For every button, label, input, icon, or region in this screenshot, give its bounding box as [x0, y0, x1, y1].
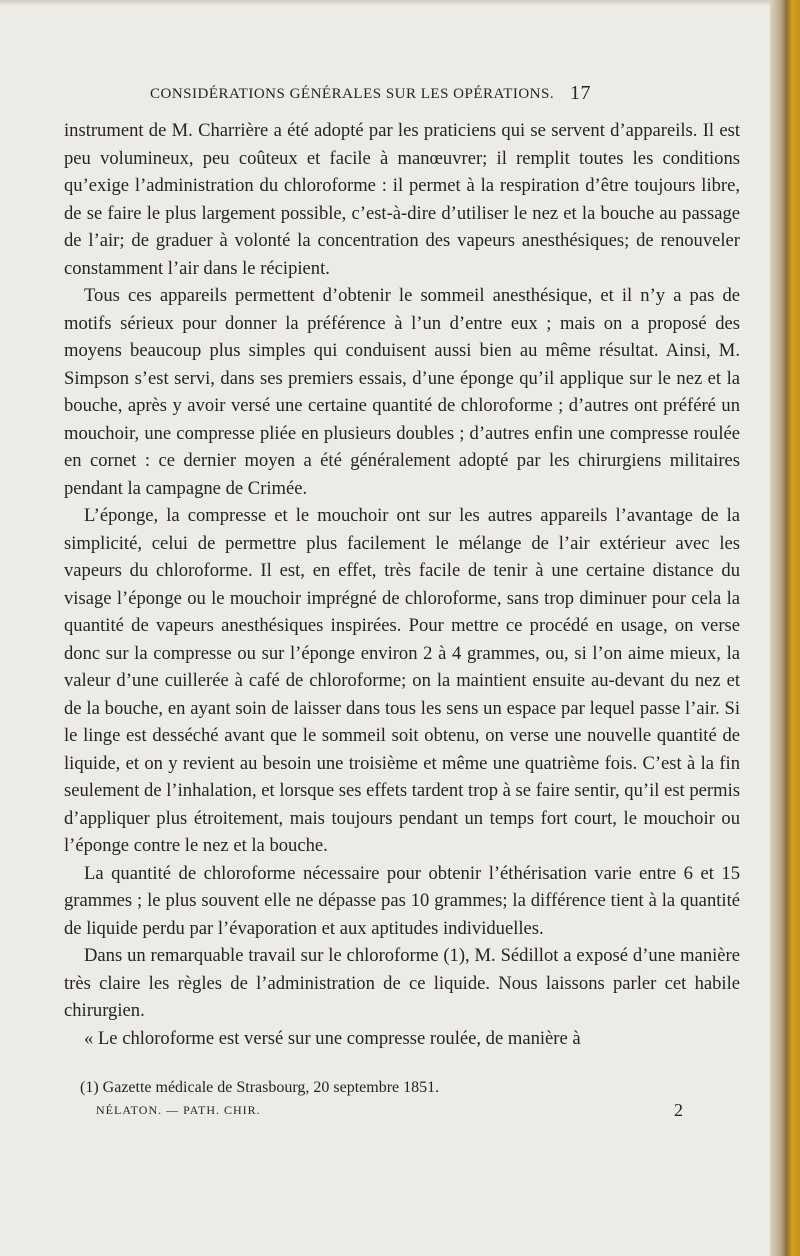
- page-top-shadow: [0, 0, 770, 6]
- page-footer: [64, 1076, 740, 1122]
- paragraph: La quantité de chloroforme nécessaire pour obtenir l’éthérisation varie entre 6 et 15 grammes ; le plus souvent elle ne dépasse pas 10 grammes; la différence tient à la quantité de liquide perdu par l’évaporation et aux aptitudes individuelles.: [64, 862, 740, 939]
- signature-number: 2: [674, 1100, 684, 1120]
- signature-label: NÉLATON. — PATH. CHIR.: [96, 1103, 261, 1117]
- signature-line: [64, 1099, 740, 1122]
- body-text: [64, 117, 740, 1052]
- footnote: (1) Gazette médicale de Strasbourg, 20 septembre 1851.: [80, 1079, 440, 1096]
- paragraph: L’éponge, la compresse et le mouchoir ont sur les autres appareils l’avantage de la simplicité, celui de permettre plus facilement le mélange de l’air extérieur avec les vapeurs du chloroforme. Il est, en effet, très facile de tenir à une certaine distance du visage l’éponge ou le mouchoir imprégné de chloroforme, sans trop diminuer pour cela la quantité de vapeurs anesthésiques inspirées. Pour mettre ce procédé en usage, on verse donc sur la compresse ou sur l’éponge environ 2 à 4 grammes, ou, si l’on aime mieux, la valeur d’une cuillerée à café de chloroforme; on la maintient ensuite au-devant du nez et de la bouche, en ayant soin de laisser dans tous les sens un espace par lequel passe l’air. Si le linge est desséché avant que le sommeil soit obtenu, on verse une nouvelle quantité de liquide, et on y revient au besoin une troisième et même une quatrième fois. C’est à la fin seulement de l’inhalation, et lorsque ses effets tardent trop à se faire sentir, qu’il est permis d’appliquer plus étroitement, mais toujours pendant un temps fort court, le mouchoir ou l’éponge contre le nez et la bouche.: [64, 505, 740, 856]
- paragraph: Dans un remarquable travail sur le chloroforme (1), M. Sédillot a exposé d’une manière très claire les règles de l’administration de ce liquide. Nous laissons parler cet habile chirurgien.: [64, 945, 740, 1021]
- page-number: 17: [570, 82, 591, 104]
- page-edge-binding: [770, 0, 800, 1256]
- paragraph: Tous ces appareils permettent d’obtenir le sommeil anesthésique, et il n’y a pas de motifs sérieux pour donner la préférence à l’un d’entre eux ; mais on a proposé des moyens beaucoup plus simples qui conduisent aussi bien au même résultat. Ainsi, M. Simpson s’est servi, dans ses premiers essais, d’une éponge qu’il applique sur le nez et la bouche, après y avoir versé une certaine quantité de chloroforme ; d’autres ont préféré un mouchoir, une compresse pliée en plusieurs doubles ; d’autres enfin une compresse roulée en cornet : ce dernier moyen a été généralement adopté par les chirurgiens militaires pendant la campagne de Crimée.: [64, 285, 740, 499]
- running-title: CONSIDÉRATIONS GÉNÉRALES SUR LES OPÉRATIONS.: [150, 86, 555, 102]
- paragraph: instrument de M. Charrière a été adopté par les praticiens qui se servent d’appareils. Il est peu volumineux, peu coûteux et facile à manœuvrer; il remplit toutes les conditions qu’exige l’administration du chloroforme : il permet à la respiration d’être toujours libre, de se faire le plus largement possible, c’est-à-dire d’utiliser le nez et la bouche au passage de l’air; de graduer à volonté la concentration des vapeurs anesthésiques; de renouveler constamment l’air dans le récipient.: [64, 120, 740, 279]
- paragraph: « Le chloroforme est versé sur une compresse roulée, de manière à: [84, 1027, 581, 1049]
